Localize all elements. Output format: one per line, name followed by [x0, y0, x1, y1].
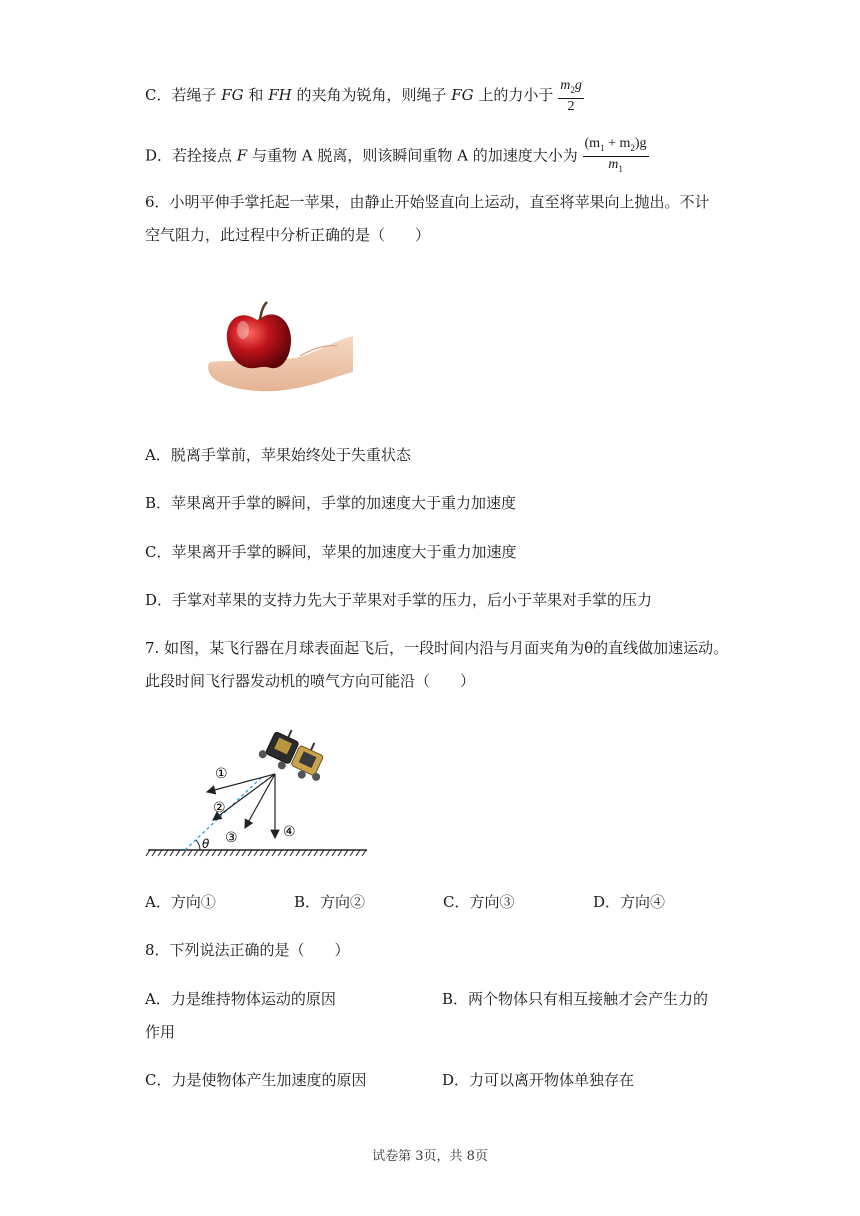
q5-option-d — [145, 136, 649, 177]
spacecraft-diagram — [145, 728, 370, 858]
frac-part: + m — [604, 136, 631, 151]
angle-arc — [196, 840, 200, 850]
frac-sub: 1 — [618, 163, 623, 174]
var-fg: FG — [451, 85, 474, 104]
label-direction-1: ① — [215, 766, 228, 782]
label-direction-3: ③ — [225, 830, 238, 846]
q8-option-c: C．力是使物体产生加速度的原因 — [145, 1071, 367, 1089]
arrow-3 — [245, 774, 275, 828]
q8-option-d: D．力可以离开物体单独存在 — [442, 1071, 635, 1089]
page-footer: 试卷第 3页，共 8页 — [372, 1149, 488, 1164]
q7-option-a: A．方向① — [145, 893, 216, 911]
frac-sub: 1 — [600, 142, 605, 153]
fraction-m2g-over-2 — [558, 78, 584, 114]
q8-option-a: A．力是维持物体运动的原因 — [145, 990, 336, 1008]
q7-option-b: B．方向② — [294, 893, 366, 911]
var-f: F — [236, 146, 248, 165]
frac-den: 2 — [567, 98, 575, 114]
q5-c-text: C．若绳子 — [145, 85, 222, 104]
q5-option-c — [145, 78, 584, 114]
q6-stem-line2: 空气阻力，此过程中分析正确的是（ ） — [145, 226, 431, 244]
q5-c-text: 上的力小于 — [473, 85, 554, 104]
q5-c-text: 和 — [243, 85, 269, 104]
var-fg: FG — [221, 85, 244, 104]
apple-highlight — [237, 321, 249, 339]
frac-var: m — [608, 156, 619, 172]
fraction-acceleration — [583, 136, 649, 177]
q7-option-c: C．方向③ — [443, 893, 515, 911]
q8-option-b-line2: 作用 — [145, 1023, 176, 1041]
q5-d-text: D．若拴接点 — [145, 146, 237, 165]
label-direction-4: ④ — [283, 824, 296, 840]
spacecraft-icon — [257, 728, 334, 786]
frac-sub: 2 — [570, 84, 575, 95]
frac-var: m — [560, 78, 571, 93]
q6-option-a: A．脱离手掌前，苹果始终处于失重状态 — [145, 446, 411, 464]
label-direction-2: ② — [213, 800, 226, 816]
q8-stem: 8．下列说法正确的是（ ） — [145, 941, 350, 959]
frac-sub: 2 — [630, 142, 635, 153]
q6-option-c: C．苹果离开手掌的瞬间，苹果的加速度大于重力加速度 — [145, 543, 517, 561]
var-fh: FH — [268, 85, 292, 104]
q5-d-text: 与重物 A 脱离，则该瞬间重物 A 的加速度大小为 — [247, 146, 578, 165]
q6-stem-line1: 6．小明平伸手掌托起一苹果，由静止开始竖直向上运动，直至将苹果向上抛出。不计 — [145, 193, 710, 211]
ground-hatching — [146, 850, 366, 856]
q8-option-b-line1: B．两个物体只有相互接触才会产生力的 — [442, 990, 709, 1008]
apple-in-hand-image — [205, 300, 355, 410]
q5-c-text: 的夹角为锐角，则绳子 — [291, 85, 452, 104]
q7-option-d: D．方向④ — [593, 893, 666, 911]
frac-part: )g — [634, 136, 647, 151]
q7-stem-line2: 此段时间飞行器发动机的喷气方向可能沿（ ） — [145, 672, 476, 690]
apple-shape — [227, 314, 291, 368]
frac-var: g — [574, 78, 582, 93]
q7-stem-line1: 7. 如图，某飞行器在月球表面起飞后，一段时间内沿与月面夹角为θ的直线做加速运动。 — [145, 639, 729, 657]
frac-part: (m — [584, 136, 601, 151]
theta-label: θ — [202, 837, 210, 851]
q6-option-b: B．苹果离开手掌的瞬间，手掌的加速度大于重力加速度 — [145, 494, 517, 512]
q6-option-d: D．手掌对苹果的支持力先大于苹果对手掌的压力，后小于苹果对手掌的压力 — [145, 591, 653, 609]
